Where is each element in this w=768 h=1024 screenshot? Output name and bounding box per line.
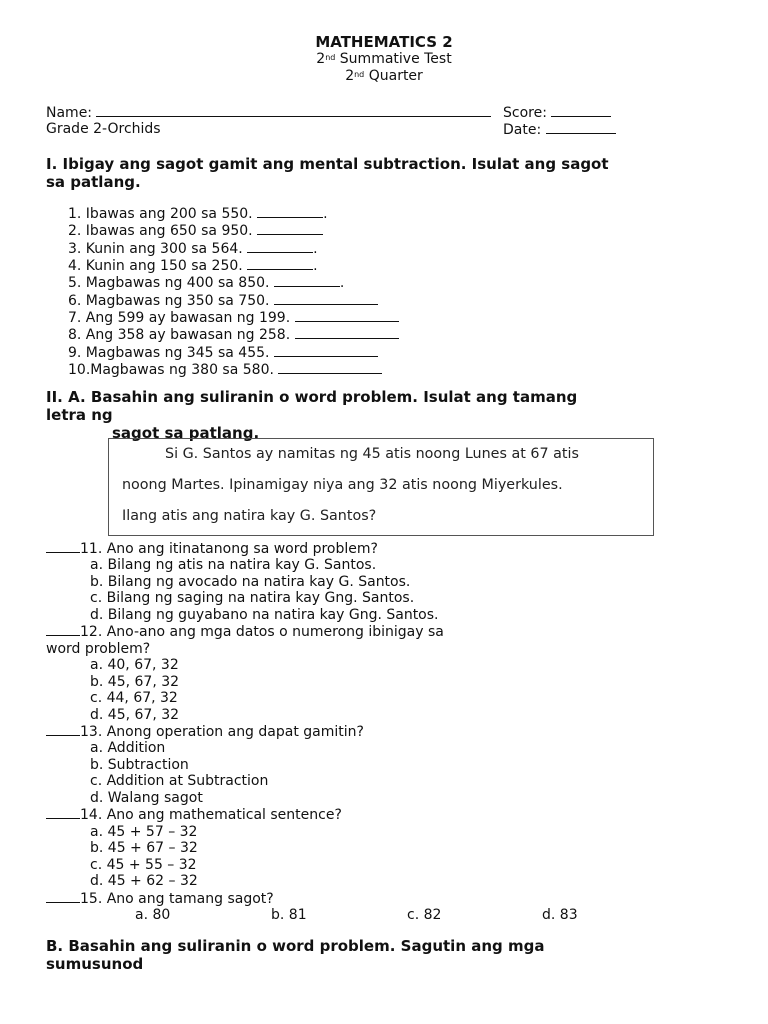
item-text: 3. Kunin ang 300 sa 564. [68,240,243,257]
item-text: 4. Kunin ang 150 sa 250. [68,258,243,275]
questions-block [46,540,746,923]
part1-heading-line2: sa patlang. [46,173,141,191]
option-d: d. 83 [542,906,578,923]
question-13 [46,723,746,740]
answer-blank[interactable] [274,274,340,287]
quarter-text: Quarter [364,68,423,84]
list-item [68,361,399,378]
answer-blank[interactable] [46,723,80,736]
question-text: 15. Ano ang tamang sagot? [80,890,274,907]
score-field [503,104,611,122]
ordinal-suffix: nd [354,70,365,79]
list-item [68,274,399,291]
story-line: noong Martes. Ipinamigay niya ang 32 atis noong Miyerkules. [122,477,563,493]
list-item [68,309,399,326]
question-15-options [46,907,746,924]
question-text: 14. Ano ang mathematical sentence? [80,807,342,824]
answer-blank[interactable] [295,326,399,339]
answer-blank[interactable] [247,257,313,270]
item-end: . [323,206,328,222]
list-item [68,257,399,274]
answer-blank[interactable] [247,240,313,253]
quarter-label [0,68,768,85]
option-c: c. 82 [407,906,442,923]
option-c: c. Addition at Subtraction [90,773,269,790]
option-c: c. 44, 67, 32 [90,690,178,707]
option-b: b. 45, 67, 32 [90,673,180,690]
answer-blank[interactable] [274,344,378,357]
question-12 [46,623,746,640]
part2a-heading-line1: II. A. Basahin ang suliranin o word problem. Isulat ang tamang [46,388,578,406]
answer-blank[interactable] [46,806,80,819]
item-text: 2. Ibawas ang 650 sa 950. [68,223,253,240]
grade-section: Grade 2-Orchids [46,121,161,137]
option-a: a. Addition [90,740,166,757]
part2a-heading-line3: sagot sa patlang. [112,424,260,442]
answer-blank[interactable] [257,222,323,235]
option-a: a. Bilang ng atis na natira kay G. Santos. [90,557,377,574]
name-field [46,104,491,122]
word-problem-box [108,438,654,536]
answer-blank[interactable] [274,292,378,305]
name-label: Name: [46,105,93,121]
list-item [68,326,399,343]
item-text: 9. Magbawas ng 345 sa 455. [68,344,270,361]
part1-heading-line1: I. Ibigay ang sagot gamit ang mental subtraction. Isulat ang sagot [46,155,609,173]
document-title: MATHEMATICS 2 [315,33,453,51]
test-number: 2 [316,51,326,67]
list-item [68,292,399,309]
option-d: d. Bilang ng guyabano na natira kay Gng. Santos. [90,606,439,623]
part2b-heading-line1: B. Basahin ang suliranin o word problem. Sagutin ang mga [46,937,545,955]
question-text: 12. Ano-ano ang mga datos o numerong ibinigay sa [80,624,444,641]
list-item [68,240,399,257]
option-b: b. Bilang ng avocado na natira kay G. Santos. [90,573,411,590]
question-text-continued: word problem? [46,640,151,657]
answer-blank[interactable] [46,890,80,903]
date-field [503,121,616,139]
question-15 [46,890,746,907]
answer-blank[interactable] [278,361,382,374]
option-a: a. 45 + 57 – 32 [90,823,198,840]
part1-list [68,205,399,378]
option-c: c. Bilang ng saging na natira kay Gng. Santos. [90,590,415,607]
part2b-heading-line2: sumusunod [46,955,144,973]
option-d: d. Walang sagot [90,789,203,806]
part2b-heading [46,937,736,973]
answer-blank[interactable] [257,205,323,218]
ordinal-suffix: nd [325,53,336,62]
option-b: b. 45 + 67 – 32 [90,840,198,857]
question-14 [46,806,746,823]
name-blank[interactable] [96,104,491,117]
test-type-label: Summative Test [335,51,452,67]
question-text: 11. Ano ang itinatanong sa word problem? [80,541,378,557]
story-line: Ilang atis ang natira kay G. Santos? [122,508,377,524]
item-end: . [313,258,318,275]
part1-heading [46,155,736,191]
list-item [68,205,399,222]
test-type [0,51,768,68]
option-a: a. 80 [135,906,171,923]
question-text: 13. Anong operation ang dapat gamitin? [80,723,364,740]
part2a-heading-line2: letra ng [46,406,113,424]
quarter-number: 2 [345,68,355,84]
question-11 [46,540,746,557]
item-end: . [313,240,318,257]
option-b: b. Subtraction [90,756,189,773]
item-text: 10.Magbawas ng 380 sa 580. [68,362,274,379]
item-text: 5. Magbawas ng 400 sa 850. [68,275,270,292]
option-c: c. 45 + 55 – 32 [90,856,197,873]
list-item [68,344,399,361]
item-text: 7. Ang 599 ay bawasan ng 199. [68,310,291,327]
answer-blank[interactable] [46,540,80,553]
date-label: Date: [503,122,542,138]
option-d: d. 45 + 62 – 32 [90,873,198,890]
date-blank[interactable] [546,121,616,134]
item-end: . [339,275,345,292]
item-text: 8. Ang 358 ay bawasan ng 258. [68,327,291,344]
option-a: a. 40, 67, 32 [90,657,179,674]
option-d: d. 45, 67, 32 [90,706,180,723]
item-text: 1. Ibawas ang 200 sa 550. [68,206,253,222]
item-text: 6. Magbawas ng 350 sa 750. [68,292,270,309]
answer-blank[interactable] [295,309,399,322]
document-header [0,34,768,85]
score-blank[interactable] [551,104,611,117]
answer-blank[interactable] [46,623,80,636]
story-line: Si G. Santos ay namitas ng 45 atis noong Lunes at 67 atis [165,446,579,462]
part2a-heading [46,388,736,442]
list-item [68,222,399,239]
option-b: b. 81 [271,906,307,923]
score-label: Score: [503,105,547,121]
